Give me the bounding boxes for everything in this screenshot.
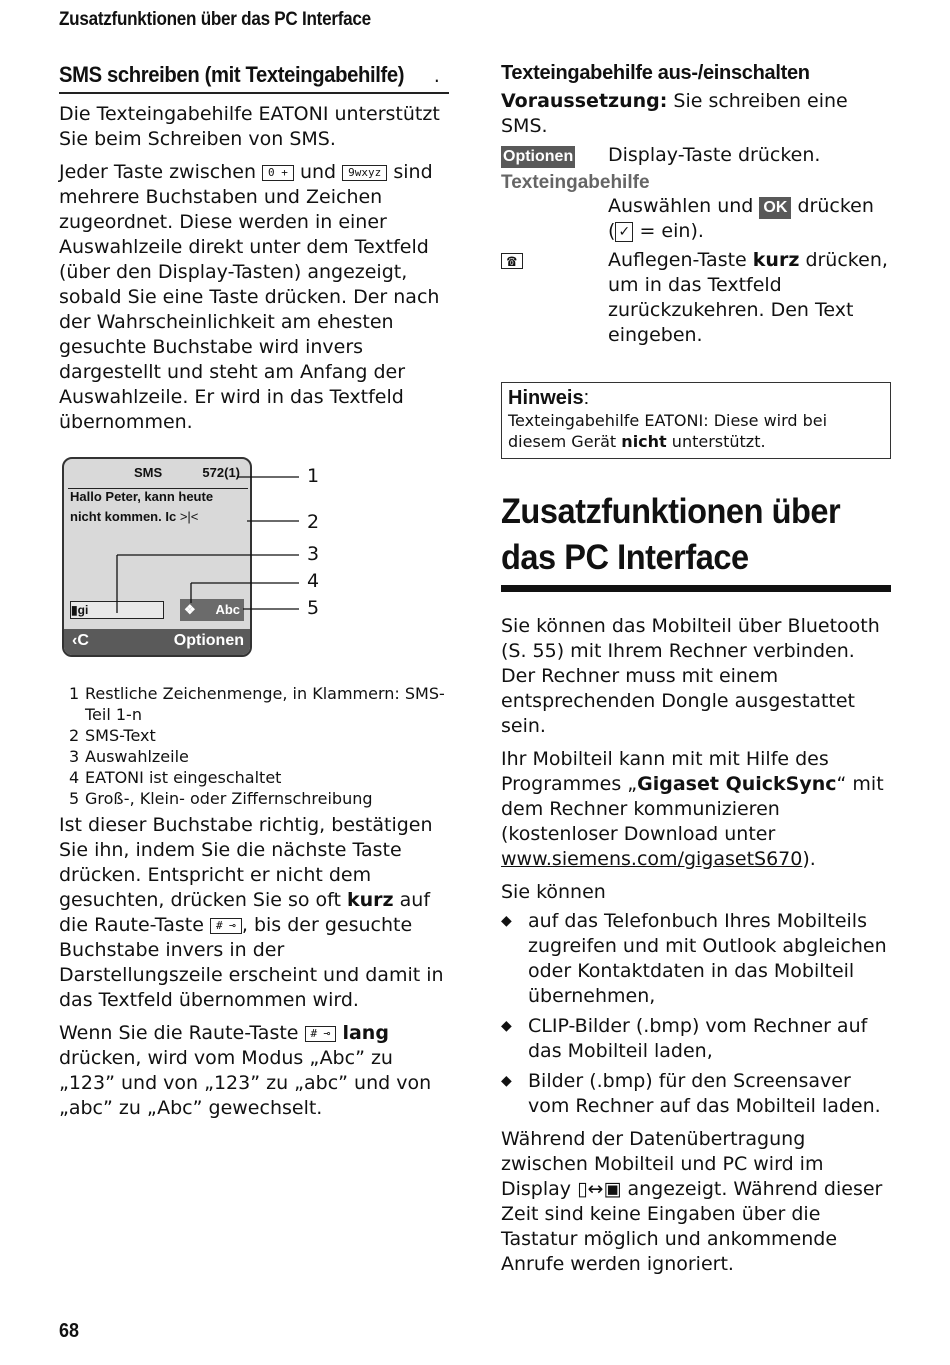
sms-heading: SMS schreiben (mit Texteingabehilfe) .: [59, 62, 449, 94]
list-item: ◆ Bilder (.bmp) für den Screensaver vom Rechner auf das Mobilteil laden.: [501, 1069, 891, 1119]
data-transfer-icon: ▯↔▣: [577, 1178, 622, 1200]
features-list: [501, 909, 891, 1119]
legend-item: 5 Groß-, Klein- oder Ziffernschreibung: [69, 789, 373, 808]
toggle-heading: Texteingabehilfe aus-/einschalten: [501, 62, 810, 84]
checkbox-checked-icon: ✓: [615, 222, 633, 242]
eatoni-icon: ❖: [184, 602, 196, 617]
hash-key-icon: # ⊸: [210, 918, 242, 934]
right-column: [501, 62, 891, 1285]
end-call-key-icon: ☎: [501, 253, 523, 269]
case-mode-indicator: ❖ Abc: [180, 599, 244, 621]
note-title: Hinweis:: [508, 387, 590, 409]
features-intro: Sie können: [501, 881, 606, 903]
mode-paragraph: Wenn Sie die Raute-Taste # ⊸ lang drücken, wird vom Modus „Abc” zu „123” und von „123” zu „abc” und von „abc” zu „Abc” gewechselt.: [59, 1022, 432, 1119]
cursor-icon: >|<: [176, 509, 199, 524]
step-hangup: ☎ Auflegen-Taste kurz drücken, um in das Textfeld zurückzukehren. Den Text eingeben.: [501, 248, 891, 348]
note-box: [501, 382, 891, 459]
intro-paragraph: Die Texteingabehilfe EATONI unterstützt Sie beim Schreiben von SMS.: [59, 103, 440, 150]
callout-lines: [59, 457, 449, 667]
selection-row: ▮gi: [70, 601, 164, 619]
list-item: ◆ CLIP-Bilder (.bmp) vom Rechner auf das Mobilteil laden,: [501, 1014, 891, 1064]
prerequisite: Voraussetzung: Sie schreiben eine SMS.: [501, 90, 848, 137]
callout-2: 2: [307, 511, 320, 533]
keys-paragraph: Jeder Taste zwischen 0 + und 9wxyz sind mehrere Buchstaben und Zeichen zugeordnet. Diese werden in einer Auswahlzeile direkt unter dem Textfeld (über den Display-Tasten) angezeigt, sobald Sie eine Taste drücken. Der nach der Wahrscheinlichkeit am ehesten gesuchte Buchstabe wird invers dargestellt und steht am Anfang der Auswahlzeile. Er wird in das Textfeld übernommen.: [59, 161, 440, 433]
left-column: [59, 62, 449, 1129]
callout-5: 5: [307, 597, 320, 619]
legend-item: 3 Auswahlzeile: [69, 747, 189, 766]
download-link[interactable]: www.siemens.com/gigasetS670: [501, 848, 803, 870]
options-softkey: Optionen: [173, 632, 244, 649]
key-0-icon: 0 +: [262, 165, 294, 181]
selection-row-icon: ▮: [71, 603, 78, 617]
hash-key-icon: # ⊸: [305, 1026, 337, 1042]
back-softkey: ‹C: [72, 632, 89, 649]
phone-display-figure: [59, 457, 449, 667]
legend-item: 4 EATONI ist eingeschaltet: [69, 768, 282, 787]
transfer-paragraph: Während der Datenübertragung zwischen Mobilteil und PC wird im Display ▯↔▣ angezeigt. Während dieser Zeit sind keine Eingaben über die Tastatur möglich und ankommende Anrufe werden ignoriert.: [501, 1128, 883, 1275]
callout-3: 3: [307, 543, 320, 565]
callout-4: 4: [307, 570, 320, 592]
list-item: ◆ auf das Telefonbuch Ihres Mobilteils zugreifen und mit Outlook abgleichen oder Kontaktdaten in das Mobilteil übernehmen,: [501, 909, 891, 1009]
note-body: Texteingabehilfe EATONI: Diese wird bei diesem Gerät nicht unterstützt.: [508, 411, 828, 451]
legend-item: 2 SMS-Text: [69, 726, 156, 745]
key-9-icon: 9wxyz: [342, 165, 387, 181]
running-header: Zusatzfunktionen über das PC Interface: [59, 9, 371, 30]
figure-legend: [69, 683, 449, 809]
options-softkey-icon: Optionen: [501, 146, 575, 168]
ok-key-icon: OK: [759, 197, 791, 219]
section-title: Zusatzfunktionen über das PC Interface: [501, 489, 891, 592]
screen-text-line-2: nicht kommen. Ic >|<: [70, 509, 199, 524]
legend-item: 1 Restliche Zeichenmenge, in Klammern: SMS-Teil 1-n: [69, 684, 445, 724]
bluetooth-paragraph: Sie können das Mobilteil über Bluetooth (S. 55) mit Ihrem Rechner verbinden. Der Rechner muss mit einem entsprechenden Dongle ausgestattet sein.: [501, 615, 880, 737]
menu-item-texteingabehilfe: Texteingabehilfe: [501, 172, 650, 193]
phone-screen: SMS 572(1) Hallo Peter, kann heute nicht kommen. Ic >|< ▮gi ❖ Abc ‹C Optionen: [62, 457, 252, 657]
confirm-paragraph: Ist dieser Buchstabe richtig, bestätigen Sie ihn, indem Sie die nächste Taste drücken. Entspricht er nicht dem gesuchten, drücken Sie so oft kurz auf die Raute-Taste # ⊸ , bis der gesuchte Buchstabe invers in der Darstellungszeile erscheint und damit in das Textfeld übernommen wird.: [59, 814, 444, 1011]
step-options: Optionen Display-Taste drücken.: [503, 144, 821, 166]
callout-1: 1: [307, 465, 320, 487]
page-number: 68: [59, 1320, 80, 1342]
quicksync-paragraph: Ihr Mobilteil kann mit mit Hilfe des Programmes „Gigaset QuickSync“ mit dem Rechner kommunizieren (kostenloser Download unter www.siemens.com/gigasetS670).: [501, 748, 884, 870]
step-select: Auswählen und OK drücken ( ✓ = ein).: [608, 195, 874, 242]
screen-text-line-1: Hallo Peter, kann heute: [70, 489, 214, 504]
